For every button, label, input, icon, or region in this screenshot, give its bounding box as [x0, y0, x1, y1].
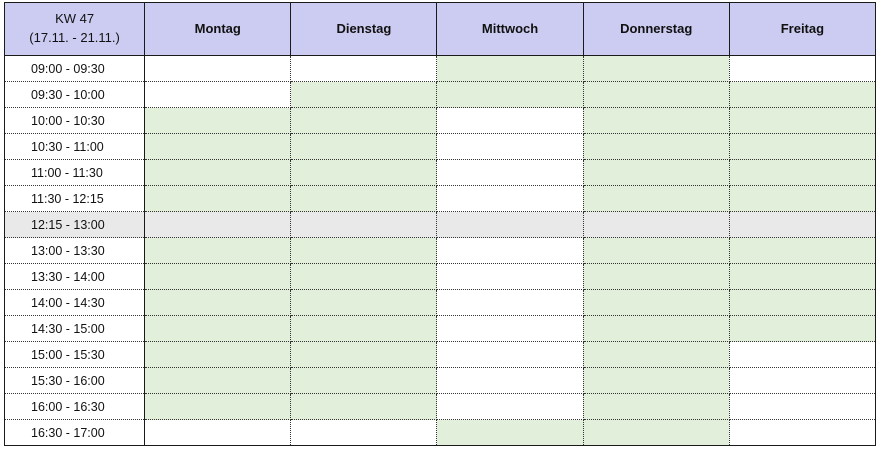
table-row	[5, 316, 876, 342]
time-slot-label: 16:30 - 17:00	[5, 420, 145, 446]
availability-cell-friday[interactable]	[729, 108, 875, 134]
availability-cell-monday[interactable]	[145, 160, 291, 186]
availability-cell-thursday[interactable]	[583, 264, 729, 290]
availability-cell-monday[interactable]	[145, 342, 291, 368]
availability-cell-wednesday[interactable]	[437, 316, 583, 342]
availability-cell-tuesday[interactable]	[291, 108, 437, 134]
column-header-thursday: Donnerstag	[583, 3, 729, 56]
availability-cell-wednesday[interactable]	[437, 212, 583, 238]
availability-cell-wednesday[interactable]	[437, 264, 583, 290]
table-row	[5, 56, 876, 82]
week-number: KW 47	[55, 11, 95, 27]
availability-cell-tuesday[interactable]	[291, 238, 437, 264]
availability-cell-friday[interactable]	[729, 342, 875, 368]
availability-cell-tuesday[interactable]	[291, 290, 437, 316]
availability-cell-monday[interactable]	[145, 212, 291, 238]
availability-cell-friday[interactable]	[729, 316, 875, 342]
table-row	[5, 342, 876, 368]
time-slot-label: 14:30 - 15:00	[5, 316, 145, 342]
column-header-monday: Montag	[145, 3, 291, 56]
availability-cell-wednesday[interactable]	[437, 394, 583, 420]
time-slot-label: 16:00 - 16:30	[5, 394, 145, 420]
availability-cell-friday[interactable]	[729, 56, 875, 82]
table-row	[5, 290, 876, 316]
availability-cell-wednesday[interactable]	[437, 56, 583, 82]
time-slot-label: 11:00 - 11:30	[5, 160, 145, 186]
time-slot-label: 10:30 - 11:00	[5, 134, 145, 160]
availability-cell-tuesday[interactable]	[291, 316, 437, 342]
table-row	[5, 134, 876, 160]
availability-cell-thursday[interactable]	[583, 134, 729, 160]
availability-cell-tuesday[interactable]	[291, 264, 437, 290]
time-slot-label: 15:00 - 15:30	[5, 342, 145, 368]
weekly-schedule-table	[4, 2, 876, 446]
availability-cell-wednesday[interactable]	[437, 238, 583, 264]
availability-cell-friday[interactable]	[729, 264, 875, 290]
availability-cell-friday[interactable]	[729, 238, 875, 264]
availability-cell-tuesday[interactable]	[291, 134, 437, 160]
table-body	[5, 56, 876, 446]
availability-cell-wednesday[interactable]	[437, 186, 583, 212]
availability-cell-thursday[interactable]	[583, 316, 729, 342]
table-row	[5, 368, 876, 394]
table-row	[5, 108, 876, 134]
availability-cell-friday[interactable]	[729, 186, 875, 212]
table-row	[5, 394, 876, 420]
availability-cell-monday[interactable]	[145, 420, 291, 446]
availability-cell-thursday[interactable]	[583, 56, 729, 82]
table-row	[5, 420, 876, 446]
time-slot-label: 14:00 - 14:30	[5, 290, 145, 316]
table-row	[5, 160, 876, 186]
table-row	[5, 264, 876, 290]
availability-cell-thursday[interactable]	[583, 82, 729, 108]
availability-cell-thursday[interactable]	[583, 394, 729, 420]
availability-cell-monday[interactable]	[145, 82, 291, 108]
availability-cell-friday[interactable]	[729, 134, 875, 160]
table-row	[5, 186, 876, 212]
table-row	[5, 238, 876, 264]
availability-cell-monday[interactable]	[145, 394, 291, 420]
time-slot-label: 13:00 - 13:30	[5, 238, 145, 264]
availability-cell-tuesday[interactable]	[291, 186, 437, 212]
availability-cell-wednesday[interactable]	[437, 290, 583, 316]
availability-cell-friday[interactable]	[729, 368, 875, 394]
availability-cell-monday[interactable]	[145, 186, 291, 212]
time-slot-label: 10:00 - 10:30	[5, 108, 145, 134]
availability-cell-wednesday[interactable]	[437, 82, 583, 108]
availability-cell-monday[interactable]	[145, 238, 291, 264]
time-slot-label: 15:30 - 16:00	[5, 368, 145, 394]
table-header	[5, 3, 876, 56]
availability-cell-thursday[interactable]	[583, 420, 729, 446]
column-header-wednesday: Mittwoch	[437, 3, 583, 56]
availability-cell-tuesday[interactable]	[291, 82, 437, 108]
availability-cell-monday[interactable]	[145, 264, 291, 290]
availability-cell-thursday[interactable]	[583, 160, 729, 186]
column-header-friday: Freitag	[729, 3, 875, 56]
availability-cell-wednesday[interactable]	[437, 160, 583, 186]
availability-cell-friday[interactable]	[729, 394, 875, 420]
time-slot-label: 11:30 - 12:15	[5, 186, 145, 212]
availability-cell-tuesday[interactable]	[291, 394, 437, 420]
time-slot-label: 13:30 - 14:00	[5, 264, 145, 290]
header-row	[5, 3, 876, 56]
availability-cell-thursday[interactable]	[583, 238, 729, 264]
availability-cell-tuesday[interactable]	[291, 420, 437, 446]
availability-cell-thursday[interactable]	[583, 342, 729, 368]
availability-cell-thursday[interactable]	[583, 290, 729, 316]
availability-cell-monday[interactable]	[145, 290, 291, 316]
week-date-range: (17.11. - 21.11.)	[29, 30, 120, 45]
time-slot-label: 09:00 - 09:30	[5, 56, 145, 82]
availability-cell-monday[interactable]	[145, 56, 291, 82]
availability-cell-friday[interactable]	[729, 420, 875, 446]
availability-cell-monday[interactable]	[145, 316, 291, 342]
table-row	[5, 212, 876, 238]
availability-cell-wednesday[interactable]	[437, 420, 583, 446]
availability-cell-monday[interactable]	[145, 368, 291, 394]
availability-cell-monday[interactable]	[145, 108, 291, 134]
availability-cell-friday[interactable]	[729, 82, 875, 108]
availability-cell-wednesday[interactable]	[437, 368, 583, 394]
availability-cell-wednesday[interactable]	[437, 134, 583, 160]
availability-cell-thursday[interactable]	[583, 108, 729, 134]
availability-cell-wednesday[interactable]	[437, 108, 583, 134]
availability-cell-tuesday[interactable]	[291, 212, 437, 238]
availability-cell-tuesday[interactable]	[291, 342, 437, 368]
table-row	[5, 82, 876, 108]
availability-cell-thursday[interactable]	[583, 212, 729, 238]
availability-cell-tuesday[interactable]	[291, 56, 437, 82]
week-label-cell	[5, 3, 145, 56]
availability-cell-tuesday[interactable]	[291, 160, 437, 186]
availability-cell-monday[interactable]	[145, 134, 291, 160]
availability-cell-friday[interactable]	[729, 212, 875, 238]
time-slot-label: 09:30 - 10:00	[5, 82, 145, 108]
availability-cell-wednesday[interactable]	[437, 342, 583, 368]
column-header-tuesday: Dienstag	[291, 3, 437, 56]
time-slot-label: 12:15 - 13:00	[5, 212, 145, 238]
availability-cell-thursday[interactable]	[583, 186, 729, 212]
availability-cell-tuesday[interactable]	[291, 368, 437, 394]
availability-cell-friday[interactable]	[729, 160, 875, 186]
availability-cell-friday[interactable]	[729, 290, 875, 316]
availability-cell-thursday[interactable]	[583, 368, 729, 394]
